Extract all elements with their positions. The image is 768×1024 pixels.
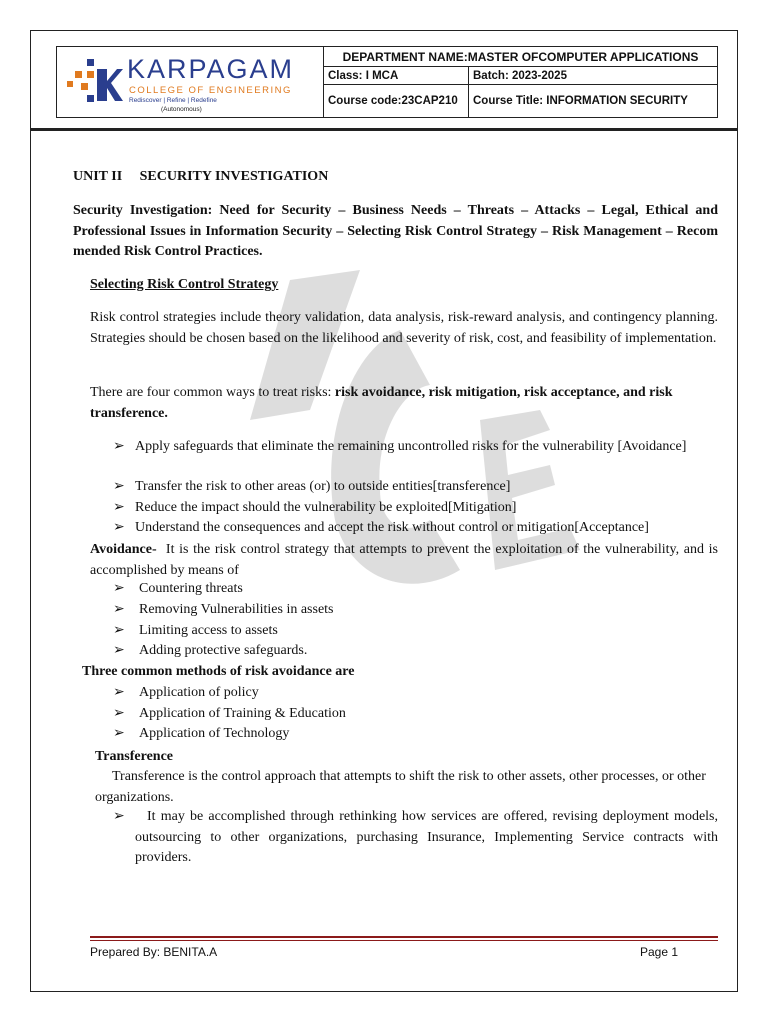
list-item xyxy=(113,579,718,600)
arrow-bullet-icon: ➢ xyxy=(113,520,125,535)
list-item xyxy=(113,724,718,745)
list-item xyxy=(113,477,718,498)
arrow-bullet-icon: ➢ xyxy=(113,706,125,721)
unit-title: UNIT II SECURITY INVESTIGATION xyxy=(73,169,329,184)
logo-name: KARPAGAM xyxy=(127,54,295,84)
course-title: Course Title: INFORMATION SECURITY xyxy=(473,95,688,107)
arrow-bullet-icon: ➢ xyxy=(113,685,125,700)
four-ways-lead: There are four common ways to treat risks: xyxy=(90,385,335,400)
arrow-bullet-icon: ➢ xyxy=(113,479,125,494)
prepared-by: Prepared By: BENITA.A xyxy=(90,945,218,959)
arrow-bullet-icon: ➢ xyxy=(113,623,125,638)
arrow-bullet-icon: ➢ xyxy=(113,809,125,824)
transference-bullet-text: It may be accomplished through rethinking how services are offered, revising deployment models, outsourcing to other organizations, purchasing Insurance, Implementing Service contracts with providers. xyxy=(135,809,718,865)
list-item xyxy=(113,498,718,519)
logo-autonomous: (Autonomous) xyxy=(161,106,202,113)
footer-rule xyxy=(90,936,718,938)
method-text: Application of policy xyxy=(139,685,259,700)
unit-syllabus: Security Investigation: Need for Security – Business Needs – Threats – Attacks – Legal, Ethical and Professional Issues in Information Security – Selecting Risk Control Strategy – Risk Management – Recom mended Risk Control Practices. xyxy=(73,203,718,259)
strategy-text: Transfer the risk to other areas (or) to outside entities[transference] xyxy=(135,479,511,494)
avoidance-paragraph xyxy=(90,540,722,581)
course-code: Course code:23CAP210 xyxy=(324,85,469,117)
transference-heading: Transference xyxy=(95,749,174,764)
arrow-bullet-icon: ➢ xyxy=(113,439,125,454)
avoidance-means: Limiting access to assets xyxy=(139,623,278,638)
list-item xyxy=(113,807,718,869)
footer-rule-thin xyxy=(90,940,718,941)
arrow-bullet-icon: ➢ xyxy=(113,726,125,741)
list-item xyxy=(113,437,718,458)
list-item xyxy=(113,641,718,662)
four-ways-list: risk avoidance, risk mitigation, risk acceptance, and risk transference. xyxy=(90,385,673,421)
page-number: Page 1 xyxy=(640,945,679,959)
arrow-bullet-icon: ➢ xyxy=(113,643,125,658)
header-rule xyxy=(30,128,738,131)
karpagam-logo-icon xyxy=(65,57,123,107)
intro-paragraph: Risk control strategies include theory validation, data analysis, risk-reward analysis, and contingency planning. Strategies should be chosen based on the likelihood and severity of risk, cost, and feasibility of implementation. xyxy=(90,310,718,346)
strategy-text: Understand the consequences and accept the risk without control or mitigation[Acceptance] xyxy=(135,520,649,535)
class-label: Class: I MCA xyxy=(324,67,469,84)
avoidance-label: Avoidance- xyxy=(90,542,157,557)
avoidance-means: Removing Vulnerabilities in assets xyxy=(139,602,334,617)
list-item xyxy=(113,683,718,704)
section-heading: Selecting Risk Control Strategy xyxy=(90,277,279,292)
batch-label: Batch: 2023-2025 xyxy=(473,69,567,82)
department-name: DEPARTMENT NAME:MASTER OFCOMPUTER APPLICATIONS xyxy=(324,47,717,67)
list-item xyxy=(113,621,718,642)
method-text: Application of Training & Education xyxy=(139,706,346,721)
list-item xyxy=(113,518,718,539)
avoidance-text: It is the risk control strategy that attempts to prevent the exploitation of the vulnerability, and is accomplished by means of xyxy=(90,542,722,578)
strategy-text: Apply safeguards that eliminate the remaining uncontrolled risks for the vulnerability [Avoidance] xyxy=(135,439,687,454)
avoidance-means: Adding protective safeguards. xyxy=(139,643,308,658)
arrow-bullet-icon: ➢ xyxy=(113,602,125,617)
four-ways-paragraph xyxy=(90,383,718,424)
method-text: Application of Technology xyxy=(139,726,290,741)
arrow-bullet-icon: ➢ xyxy=(113,500,125,515)
arrow-bullet-icon: ➢ xyxy=(113,581,125,596)
document-header xyxy=(56,46,718,118)
list-item xyxy=(113,600,718,621)
college-logo xyxy=(57,47,324,117)
logo-subtitle: COLLEGE OF ENGINEERING xyxy=(129,85,292,96)
list-item xyxy=(113,704,718,725)
course-info xyxy=(324,47,717,117)
avoidance-means: Countering threats xyxy=(139,581,243,596)
methods-heading: Three common methods of risk avoidance are xyxy=(82,664,355,679)
transference-paragraph: Transference is the control approach that attempts to shift the risk to other assets, other processes, or other organizations. xyxy=(95,769,706,805)
logo-tagline: Rediscover | Refine | Redefine xyxy=(129,97,217,104)
strategy-text: Reduce the impact should the vulnerability be exploited[Mitigation] xyxy=(135,500,517,515)
